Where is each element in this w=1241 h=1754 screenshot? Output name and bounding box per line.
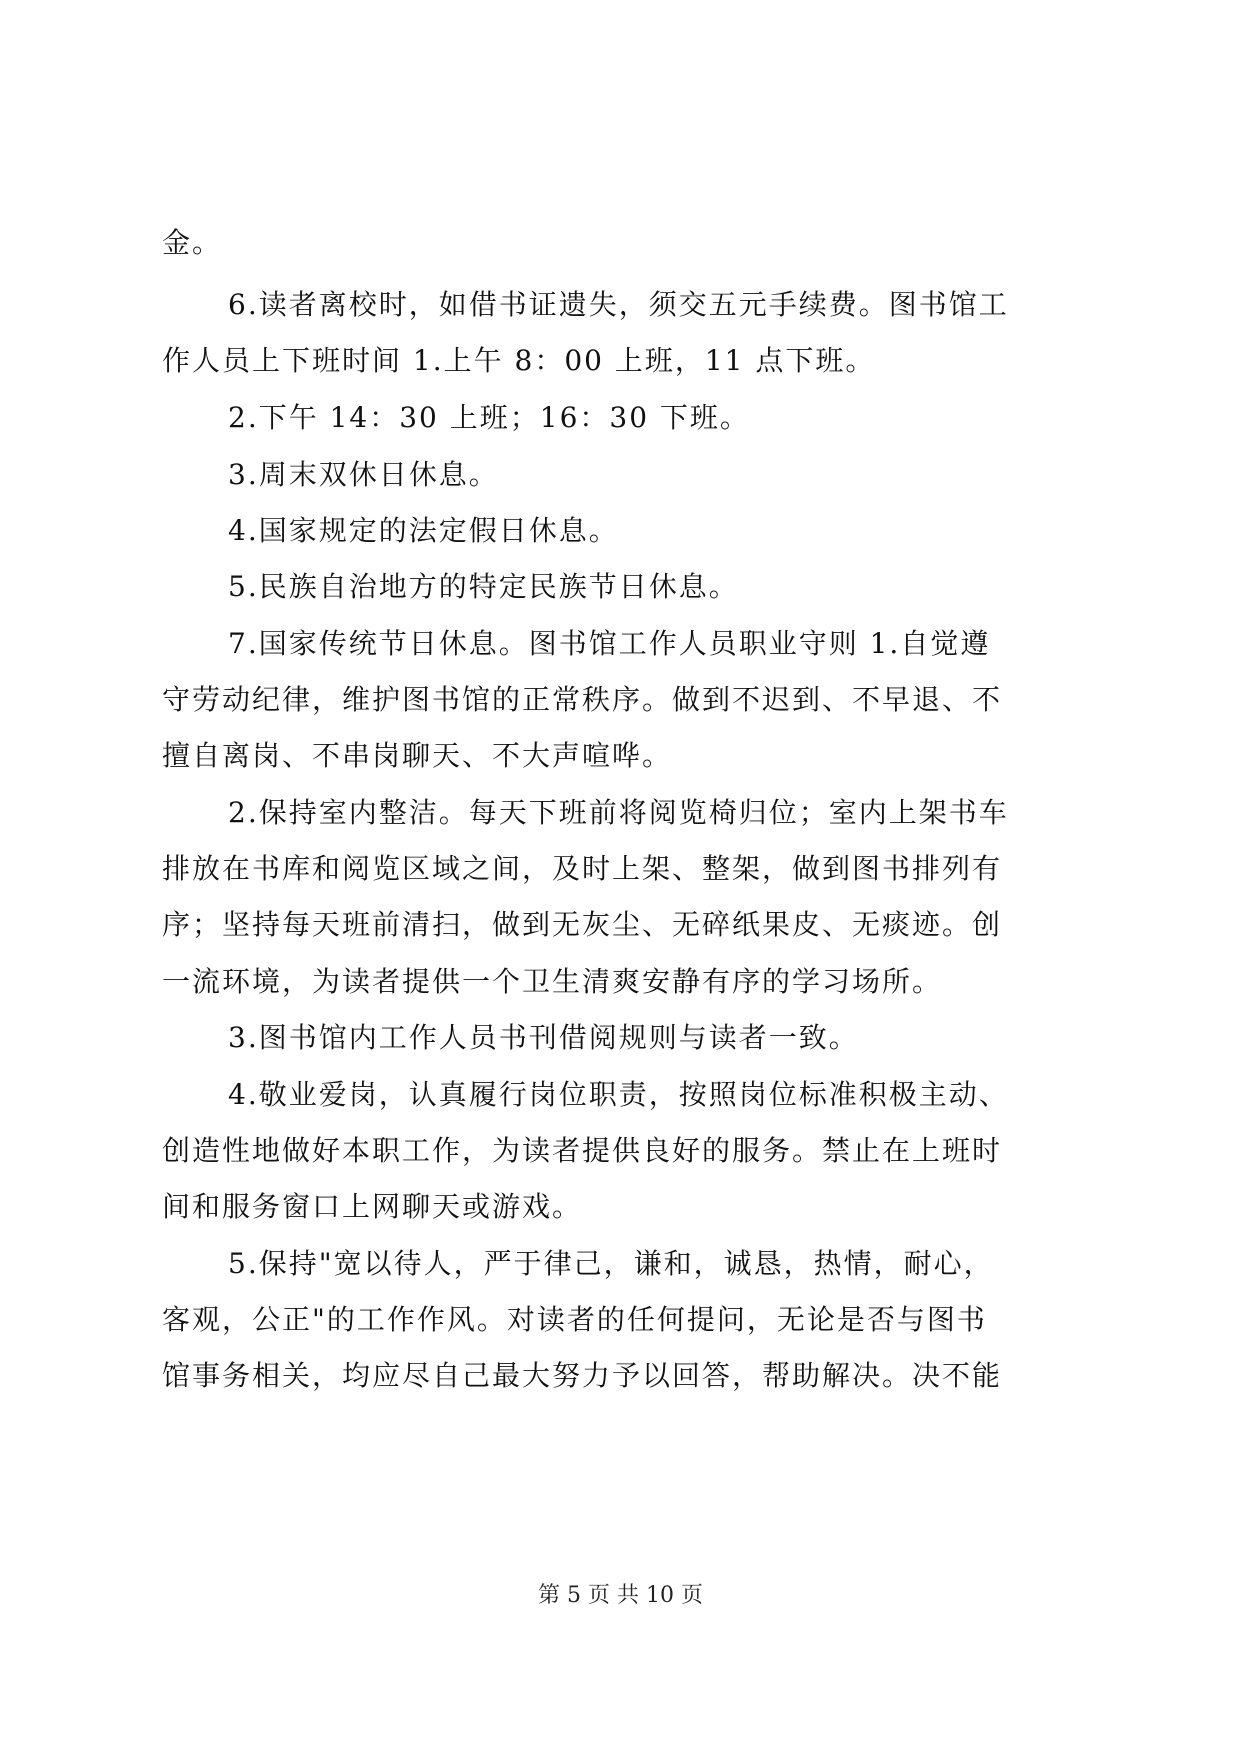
text-line: 作人员上下班时间 1.上午 8：00 上班，11 点下班。 (162, 344, 876, 377)
text-line: 4.敬业爱岗，认真履行岗位职责，按照岗位标准积极主动、 (228, 1078, 1009, 1111)
text-line: 守劳动纪律，维护图书馆的正常秩序。做到不迟到、不早退、不 (162, 683, 1003, 716)
text-line: 3.周末双休日休息。 (228, 458, 499, 491)
text-line: 2.下午 14：30 上班；16：30 下班。 (228, 401, 750, 434)
text-line: 客观，公正"的工作作风。对读者的任何提问，无论是否与图书 (162, 1303, 987, 1336)
text-line: 序；坚持每天班前清扫，做到无灰尘、无碎纸果皮、无痰迹。创 (162, 908, 1003, 941)
text-line: 5.保持"宽以待人，严于律己，谦和，诚恳，热情，耐心， (228, 1247, 994, 1280)
text-line: 3.图书馆内工作人员书刊借阅规则与读者一致。 (228, 1021, 859, 1054)
text-line: 金。 (162, 226, 223, 259)
text-line: 擅自离岗、不串岗聊天、不大声喧哗。 (162, 739, 673, 772)
text-line: 7.国家传统节日休息。图书馆工作人员职业守则 1.自觉遵 (228, 627, 991, 660)
text-line: 4.国家规定的法定假日休息。 (228, 514, 619, 547)
text-line: 2.保持室内整洁。每天下班前将阅览椅归位；室内上架书车 (228, 796, 1009, 829)
text-line: 6.读者离校时，如借书证遗失，须交五元手续费。图书馆工 (228, 288, 1009, 321)
text-line: 一流环境，为读者提供一个卫生清爽安静有序的学习场所。 (162, 965, 943, 998)
text-line: 创造性地做好本职工作，为读者提供良好的服务。禁止在上班时 (162, 1134, 1003, 1167)
text-line: 间和服务窗口上网聊天或游戏。 (162, 1190, 583, 1223)
page-number: 第 5 页 共 10 页 (538, 1583, 703, 1608)
text-line: 馆事务相关，均应尽自己最大努力予以回答，帮助解决。决不能 (162, 1359, 1003, 1392)
text-line: 5.民族自治地方的特定民族节日休息。 (228, 570, 739, 603)
text-line: 排放在书库和阅览区域之间，及时上架、整架，做到图书排列有 (162, 852, 1003, 885)
page-footer (0, 1578, 1241, 1609)
